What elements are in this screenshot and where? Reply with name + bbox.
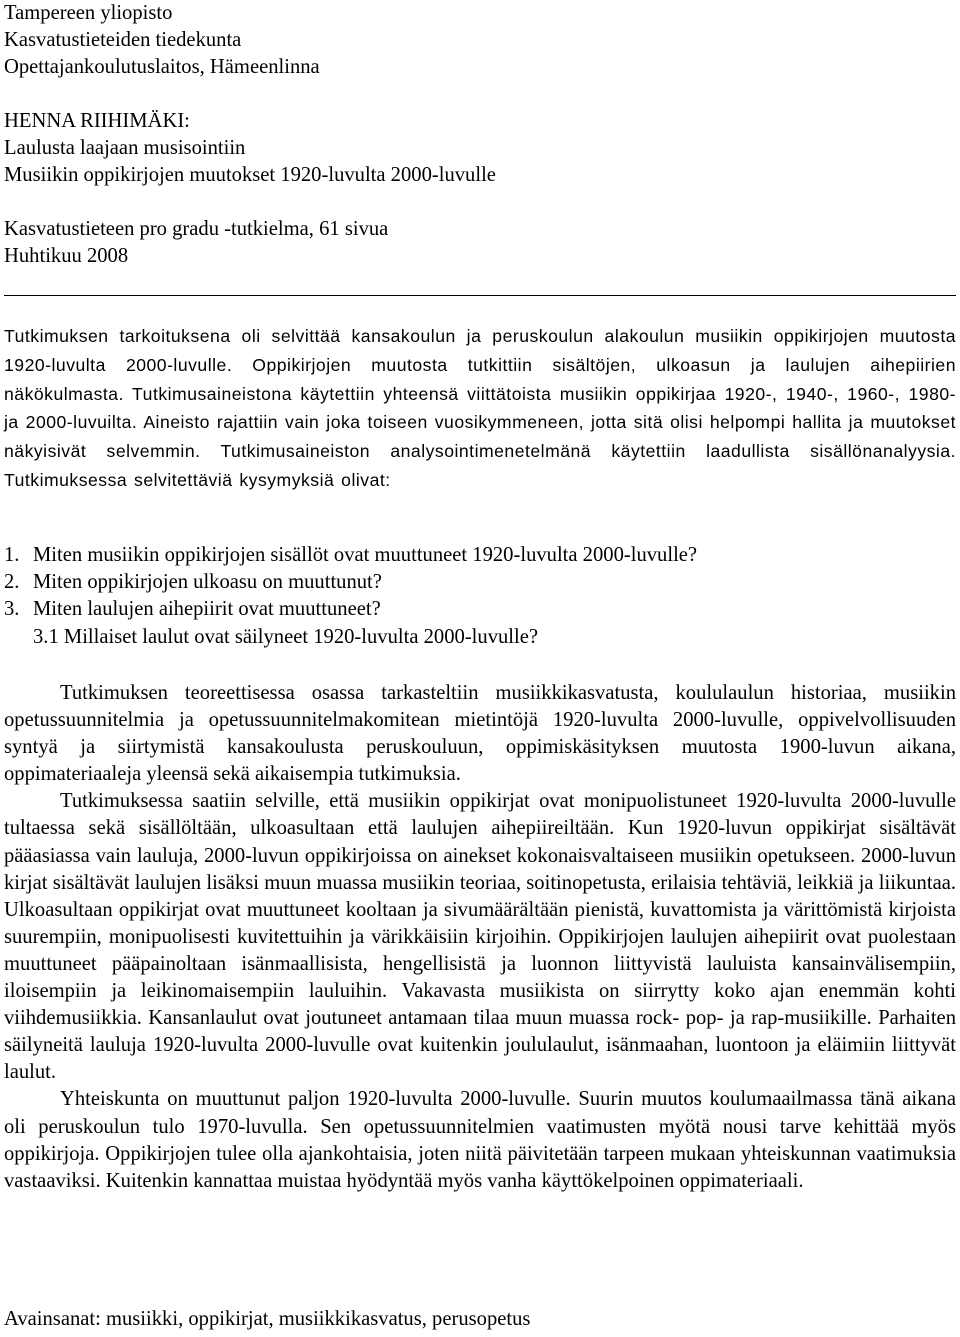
question-text: Miten oppikirjojen ulkoasu on muuttunut? — [33, 571, 382, 594]
question-number: 1. — [4, 544, 20, 566]
question-item — [4, 569, 956, 596]
thesis-subtitle: Musiikin oppikirjojen muutokset 1920-luvulta 2000-luvulle — [4, 164, 496, 186]
summary-body — [4, 680, 956, 1195]
faculty-name: Kasvatustieteiden tiedekunta — [4, 29, 242, 51]
author-name: HENNA RIIHIMÄKI: — [4, 110, 190, 132]
divider-line — [4, 295, 956, 296]
body-paragraph: Tutkimuksessa saatiin selville, että musiikin oppikirjat ovat monipuolistuneet 1920-luvulta 2000-luvulle tultaessa sekä sisällöltään, ulkoasultaan että laulujen aihepiireiltään. Kun 1920-luvun oppikirjat sisältävät pääasiassa vain lauluja, 2000-luvun oppikirjoissa on ainekset kokonaisvaltaiseen musiikin opetukseen. 2000-luvun kirjat sisältävät laulujen lisäksi muun muassa musiikin teoriaa, soitinopetusta, erilaisia tehtäviä, leikkiä ja liikuntaa. Ulkoasultaan oppikirjat ovat muuttuneet kooltaan ja sivumäärältään pienistä, kuvattomista ja värittömistä kirjoista suurempiin, monipuolisesti kuvitettuihin ja värikkäisiin kirjoihin. Oppikirjojen laulujen aihepiirit ovat puolestaan muuttuneet pääpainoltaan isänmaallisista, hengellisistä ja luonnon liittyvistä lauluista kansainvälisempiin, iloisempiin ja leikinomaisempiin lauluihin. Vakavasta musiikista on siirrytty koko ajan enemmän kohti viihdemusiikkia. Kansanlaulut ovat joutuneet antamaan tilaa muun muassa rock- pop- ja rap-musiikille. Parhaiten säilyneitä lauluja 1920-luvulta 2000-luvulle ovat kuitenkin joululaulut, isänmaahan, luontoon ja eläimiin liittyvät laulut. — [4, 790, 956, 1084]
question-text: Miten laulujen aihepiirit ovat muuttuneet? — [33, 598, 381, 621]
question-number: 3. — [4, 598, 20, 621]
question-item — [4, 624, 956, 651]
university-name: Tampereen yliopisto — [4, 2, 173, 24]
thesis-title: Laulusta laajaan musisointiin — [4, 137, 246, 159]
question-item — [4, 542, 956, 569]
thesis-date: Huhtikuu 2008 — [4, 245, 129, 267]
question-text: Miten musiikin oppikirjojen sisällöt ovat muuttuneet 1920-luvulta 2000-luvulle? — [33, 544, 698, 566]
thesis-type-pages: Kasvatustieteen pro gradu -tutkielma, 61 sivua — [4, 218, 389, 240]
abstract-paragraph — [4, 322, 956, 495]
keywords: Avainsanat: musiikki, oppikirjat, musiikkikasvatus, perusopetus — [4, 1308, 531, 1330]
question-number: 2. — [4, 571, 20, 594]
body-paragraph: Tutkimuksen teoreettisessa osassa tarkasteltiin musiikkikasvatusta, koululaulun historiaa, musiikin opetussuunnitelmia ja opetussuunnitelmakomitean mietintöjä 1920-luvulta 2000-luvulle, oppivelvollisuuden syntyä ja siirtymistä kansakoulusta peruskouluun, oppimiskäsityksen muutosta 1900-luvun aikana, oppimateriaaleja yleensä sekä aikaisempia tutkimuksia. — [4, 682, 956, 786]
question-text: 3.1 Millaiset laulut ovat säilyneet 1920-luvulta 2000-luvulle? — [33, 625, 539, 648]
body-paragraph: Yhteiskunta on muuttunut paljon 1920-luvulta 2000-luvulle. Suurin muutos koulumaailmassa tänä aikana oli peruskoulun tulo 1970-luvulla. Sen opetussuunnitelmien vaatimusten myötä nousi tarve kehittää myös oppikirjoja. Oppikirjojen tulee olla ajankohtaisia, joten niitä päivitetään tarpeen mukaan yhteiskunnan vaatimuksia vastaaviksi. Kuitenkin kannattaa muistaa hyödyntää myös vanha käyttökelpoinen oppimateriaali. — [4, 1088, 956, 1192]
department-name: Opettajankoulutuslaitos, Hämeenlinna — [4, 56, 320, 78]
research-questions — [4, 542, 956, 651]
question-item — [4, 596, 956, 623]
abstract-text: Tutkimuksen tarkoituksena oli selvittää kansakoulun ja peruskoulun alakoulun musiikin oppikirjojen muutosta 1920-luvulta 2000-luvulle. Oppikirjojen muutosta tutkittiin sisältöjen, ulkoasun ja laulujen aihepiirien näkökulmasta. Tutkimusaineistona käytettiin yhteensä viittätoista musiikin oppikirjaa 1920-, 1940-, 1960-, 1980- ja 2000-luvuilta. Aineisto rajattiin vain joka toiseen vuosikymmeneen, jotta sitä olisi helpompi hallita ja muutokset näkyisivät selvemmin. Tutkimusaineiston analysointimenetelmänä käytettiin laadullista sisällönanalyysia. Tutkimuksessa selvitettäviä kysymyksiä olivat: — [4, 326, 956, 490]
